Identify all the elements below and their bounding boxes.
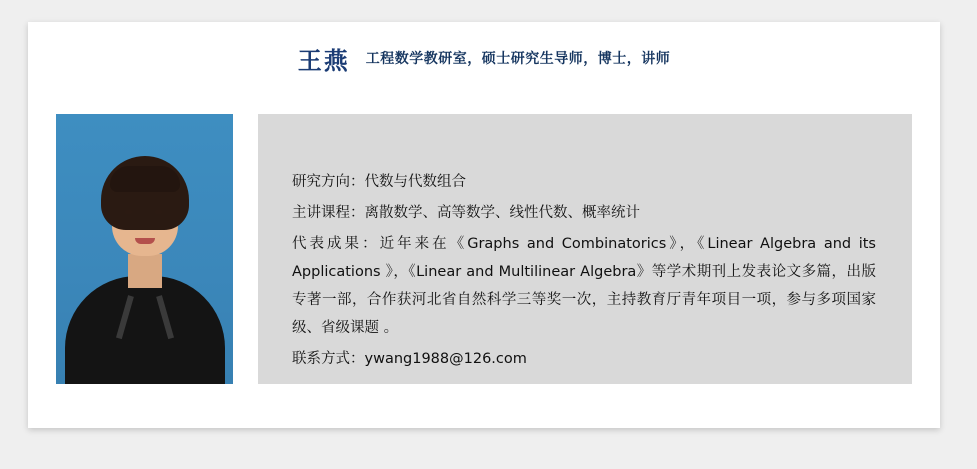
label-courses: 主讲课程： <box>292 205 365 221</box>
value-research-direction: 代数与代数组合 <box>364 174 466 190</box>
value-contact-email[interactable]: ywang1988@126.com <box>364 351 527 367</box>
profile-card <box>28 22 940 428</box>
label-achievements: 代表成果： <box>292 236 380 252</box>
photo-eye-left <box>124 210 133 214</box>
photo-hair-fringe <box>110 166 180 192</box>
info-row-courses <box>292 199 876 227</box>
profile-body <box>28 94 940 384</box>
person-titles: 工程数学教研室，硕士研究生导师，博士，讲师 <box>365 51 671 67</box>
photo-neck <box>128 254 162 288</box>
info-content <box>292 168 876 376</box>
portrait-photo <box>56 114 233 384</box>
label-contact: 联系方式： <box>292 351 365 367</box>
profile-header <box>28 22 940 94</box>
label-research-direction: 研究方向： <box>292 174 365 190</box>
value-achievements: 近年来在《Graphs and Combinatorics》，《Linear Algebra and its Applications 》，《Linear and Multilinear Algebra》等学术期刊上发表论文多篇，出版专著一部，合作获河北省自然科学三等奖一次，主持教育厅青年项目一项，参与多项国家级、省级课题 。 <box>292 236 876 336</box>
info-row-achievements <box>292 230 876 342</box>
photo-mouth <box>135 238 155 244</box>
info-panel <box>258 114 912 384</box>
person-name: 王燕 <box>297 46 350 75</box>
value-courses: 离散数学、高等数学、线性代数、概率统计 <box>364 205 640 221</box>
info-row-contact <box>292 345 876 373</box>
photo-eye-right <box>154 210 163 214</box>
info-row-research <box>292 168 876 196</box>
